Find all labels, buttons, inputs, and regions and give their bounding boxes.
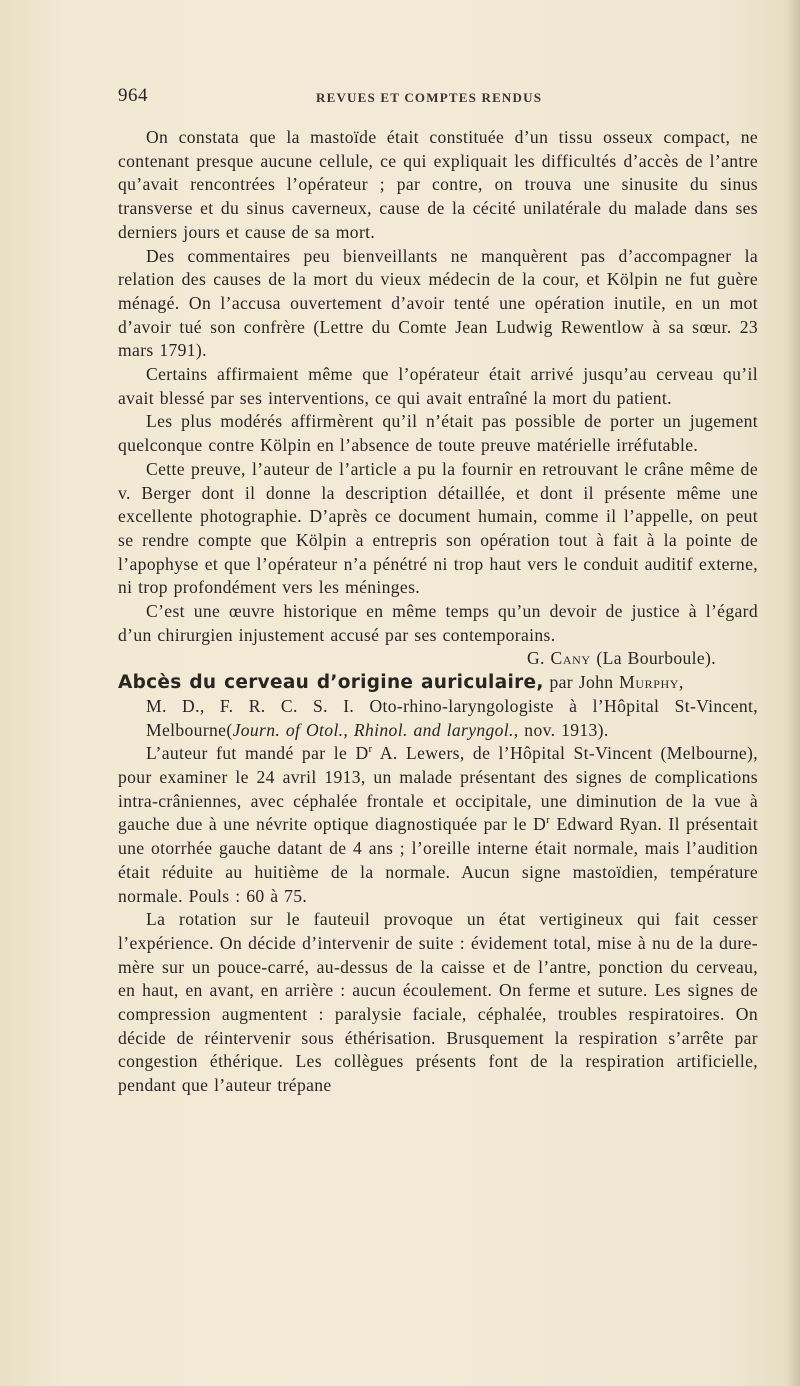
article-by: par John: [549, 672, 614, 693]
reference-date: , nov. 1913).: [513, 719, 609, 740]
article-paragraph-1-text-a: L’auteur fut mandé par le D: [146, 743, 369, 764]
article-credentials: M. D., F. R. C. S. I. Oto-rhino-laryngologiste à l’Hôpital St-Vincent, Melbourne: [146, 695, 758, 740]
article-title: Abcès du cerveau d’origine auriculaire,: [118, 672, 544, 694]
signature-initial: G.: [526, 648, 545, 669]
paragraph-2: Des commentaires peu bienveillants ne manquèrent pas d’accompagner la relation des causes de la mort du vieux médecin de la cour, et Kölpin ne fut guère ménagé. On l’accusa ouvertement d’avoir tenté une opération inutile, en un mot d’avoir tué son confrère (Lettre du Comte Jean Ludwig Rewentlow à sa sœur. 23 mars 1791).: [118, 245, 758, 361]
running-title: REVUES ET COMPTES RENDUS: [316, 90, 543, 105]
signature-place: (La Bourboule).: [596, 648, 716, 669]
page-body: [118, 126, 758, 1098]
paragraph-3: Certains affirmaient même que l’opérateur était arrivé jusqu’au cerveau qu’il avait blessé par ses interventions, ce qui avait entraîné la mort du patient.: [118, 364, 758, 408]
paragraph-1: On constata que la mastoïde était constituée d’un tissu osseux compact, ne contenant presque aucune cellule, ce qui expliquait les difficultés d’accès de l’antre qu’avait rencontrées l’opérateur ; par contre, on trouva une sinusite du sinus transverse et du sinus caverneux, cause de la cécité unilatérale du malade dans ses derniers jours et cause de sa mort.: [118, 127, 758, 242]
superscript-r: r: [368, 743, 373, 756]
article-paragraph-1-text-b: A. Lewers, de l’Hôpital St-Vincent (Melbourne), pour examiner le 24 avril 1913, un malade présentant des signes de complications intra-crâniennes, avec céphalée frontale et occipitale, une diminution de la vue à gauche due à une névrite optique diagnostiquée par le D: [118, 743, 759, 835]
article-heading: [118, 671, 758, 695]
article-paragraph-1-text-c: Edward Ryan. Il présentait une otorrhée gauche datant de 4 ans ; l’oreille interne était normale, mais l’audition était réduite au huitième de la normale. Aucun signe mastoïdien, température normale. Pouls : 60 à 75.: [118, 814, 758, 906]
article-author: Murphy,: [619, 672, 685, 693]
journal-name: Journ. of Otol., Rhinol. and laryngol.: [232, 719, 514, 740]
paragraph-6: C’est une œuvre historique en même temps qu’un devoir de justice à l’égard d’un chirurgien injustement accusé par ses contemporains.: [118, 601, 758, 645]
review-signature: [118, 647, 758, 671]
paragraph-4: Les plus modérés affirmèrent qu’il n’était pas possible de porter un jugement quelconque contre Kölpin en l’absence de toute preuve matérielle irréfutable.: [118, 411, 758, 456]
reference-open: (: [226, 719, 233, 740]
article-paragraph-1: [118, 742, 758, 908]
page-edge-shadow: [786, 0, 800, 1386]
article-paragraph-2: La rotation sur le fauteuil provoque un état vertigineux qui fait cesser l’expérience. On décide d’intervenir de suite : évidement total, mise à nu de la dure-mère sur un pouce-carré, au-dessus de la caisse et de l’antre, ponction du cerveau, en haut, en avant, en arrière : aucun écoulement. On ferme et suture. Les signes de compression augmentent : paralysie faciale, céphalée, troubles respiratoires. On décide de réintervenir sous éthérisation. Brusquement la respiration s’arrête par congestion éthérique. Les collègues présents font de la respiration artificielle, pendant que l’auteur trépane: [118, 909, 758, 1096]
signature-name: Cany: [550, 648, 591, 669]
article-reference: [118, 695, 758, 742]
paragraph-5: Cette preuve, l’auteur de l’article a pu la fournir en retrouvant le crâne même de v. Berger dont il donne la description détaillée, et dont il présente même une excellente photographie. D’après ce document humain, comme il l’appelle, on peut se rendre compte que Kölpin a entrepris son opération tout à fait à la pointe de l’apophyse et que l’opérateur n’a pénétré ni trop haut vers le conduit auditif externe, ni trop profondément vers les méninges.: [118, 458, 758, 598]
superscript-r-2: r: [546, 814, 551, 827]
page-number: 964: [118, 85, 148, 106]
page-header: [118, 85, 758, 111]
